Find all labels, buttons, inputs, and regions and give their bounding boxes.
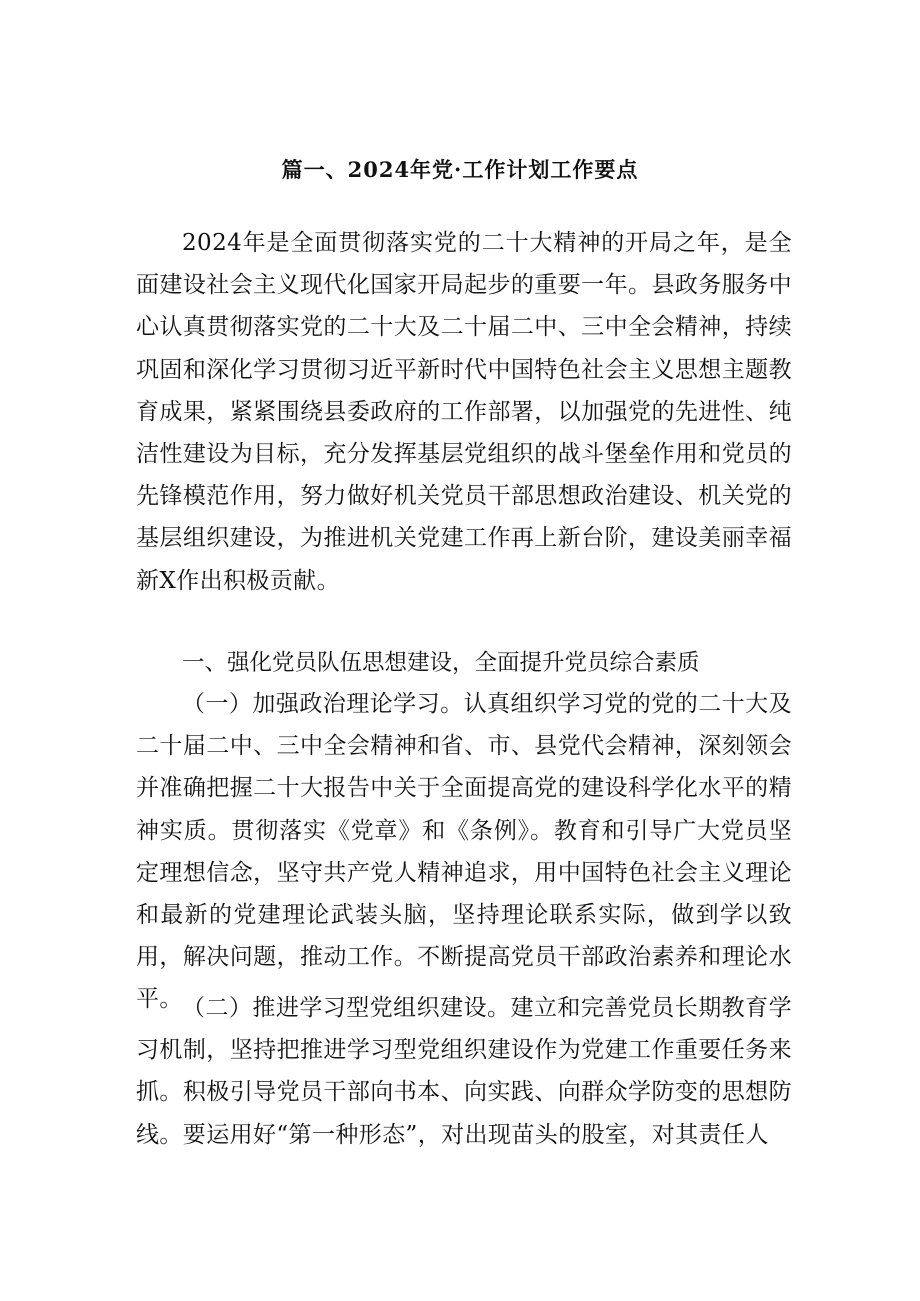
item-paragraph-2: （二）推进学习型党组织建设。建立和完善党员长期教育学习机制，坚持把推进学习型党组织建设作为党建工作重要任务来抓。积极引导党员干部向书本、向实践、向群众学防变的思想防线。要运用好“第一种形态”，对出现苗头的股室，对其责任人: [136, 995, 792, 1148]
item-paragraph-1: （一）加强政治理论学习。认真组织学习党的党的二十大及二十届二中、三中全会精神和省、市、县党代会精神，深刻领会并准确把握二十大报告中关于全面提高党的建设科学化水平的精神实质。贯彻落实《党章》和《条例》。教育和引导广大党员坚定理想信念，坚守共产党人精神追求，用中国特色社会主义理论和最新的党建理论武装头脑，坚持理论联系实际，做到学以致用，解决问题，推动工作。不断提高党员干部政治素养和理论水平。: [136, 691, 792, 1013]
section-heading: 一、强化党员队伍思想建设，全面提升党员综合素质: [182, 650, 700, 676]
intro-paragraph: 2024年是全面贯彻落实党的二十大精神的开局之年，是全面建设社会主义现代化国家开局起步的重要一年。县政务服务中心认真贯彻落实党的二十大及二十届二中、三中全会精神，持续巩固和深化学习贯彻习近平新时代中国特色社会主义思想主题教育成果，紧紧围绕县委政府的工作部署，以加强党的先进性、纯洁性建设为目标，充分发挥基层党组织的战斗堡垒作用和党员的先锋模范作用，努力做好机关党员干部思想政治建设、机关党的基层组织建设，为推进机关党建工作再上新台阶，建设美丽幸福新X作出积极贡献。: [136, 230, 792, 594]
document-title: 篇一、2024年党·工作计划工作要点: [281, 157, 639, 182]
